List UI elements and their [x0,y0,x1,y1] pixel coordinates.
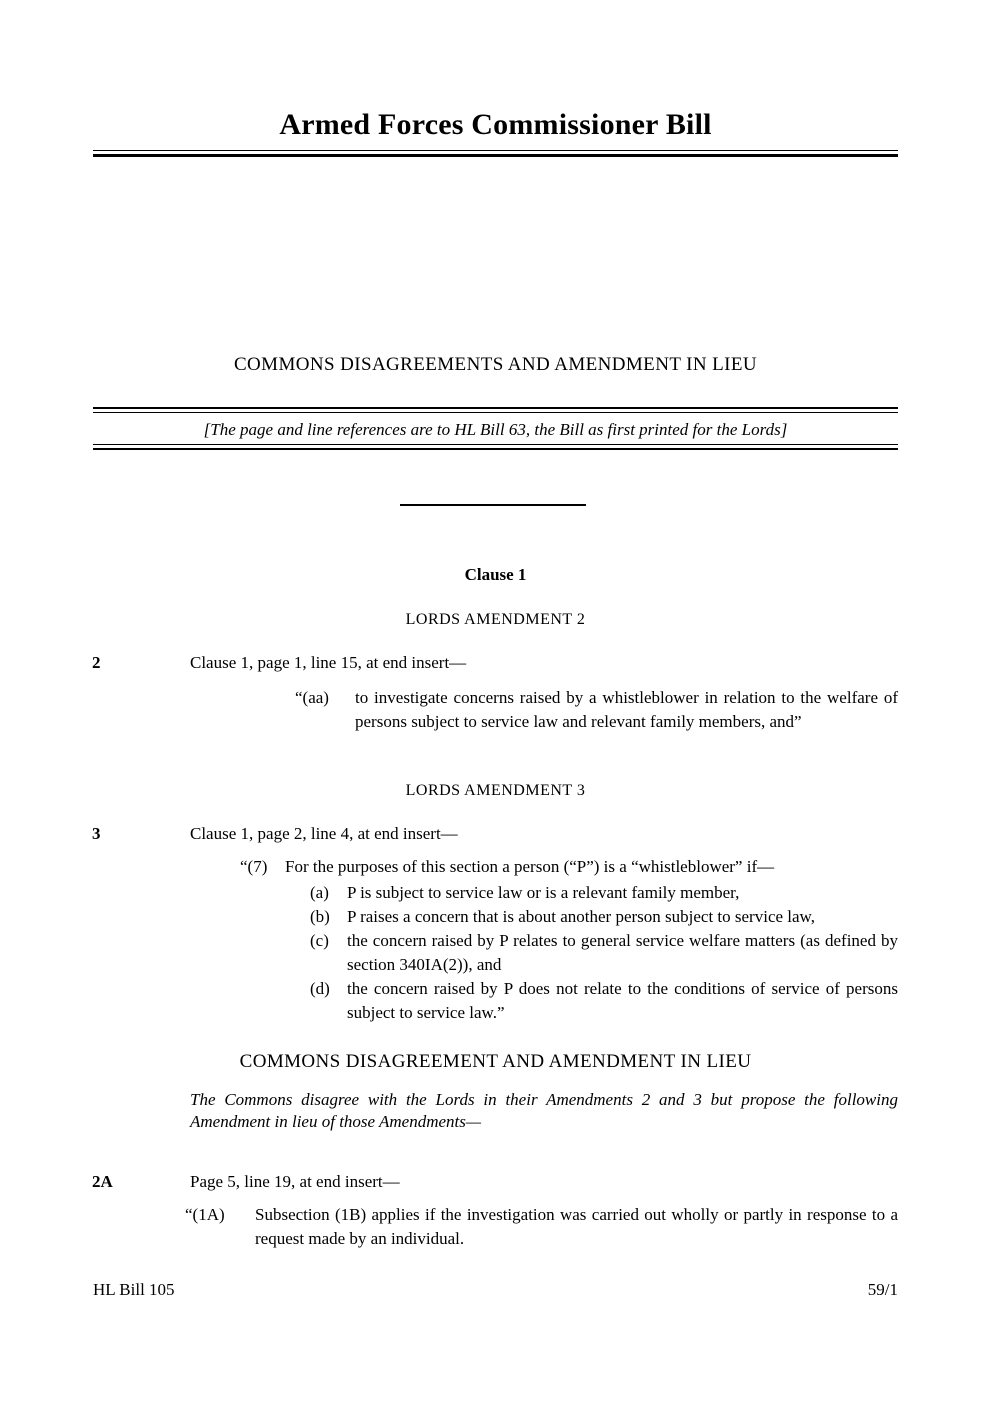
lords-amendment-3-heading: LORDS AMENDMENT 3 [405,782,586,799]
amendment-2-instruction: Clause 1, page 1, line 15, at end insert— [190,653,467,672]
provision-1a-text: Subsection (1B) applies if the investigation was carried out wholly or partly in response to a request made by an individual. [255,1205,898,1248]
provision-aa-label: “(aa) [295,688,329,707]
section-divider-rule [400,504,586,506]
amendment-2-number: 2 [92,653,101,672]
provision-c-text: the concern raised by P relates to general service welfare matters (as defined by section 340IA(2)), and [347,931,898,974]
provision-d-text: the concern raised by P does not relate to the conditions of service of persons subject to service law.” [347,979,898,1022]
reference-note: [The page and line references are to HL Bill 63, the Bill as first printed for the Lords] [203,420,788,439]
provision-7-label: “(7) [240,857,268,876]
provision-a [310,881,898,905]
amendment-2a-instruction: Page 5, line 19, at end insert— [190,1172,400,1191]
title-double-rule [93,150,898,157]
provision-a-text: P is subject to service law or is a relevant family member, [347,883,740,902]
amendment-3-number: 3 [92,824,101,843]
provision-7 [240,855,898,879]
provision-d-label: (d) [310,979,330,998]
provision-1a [185,1203,898,1251]
lords-amendment-2-heading: LORDS AMENDMENT 2 [405,611,586,628]
main-heading: COMMONS DISAGREEMENTS AND AMENDMENT IN LIEU [233,354,757,375]
provision-c [310,929,898,977]
provision-aa [295,686,898,734]
provision-a-label: (a) [310,883,329,902]
provision-b-label: (b) [310,907,330,926]
clause-heading: Clause 1 [464,565,527,584]
provision-c-label: (c) [310,931,329,950]
provision-d [310,977,898,1025]
provision-aa-text: to investigate concerns raised by a whistleblower in relation to the welfare of persons subject to service law and relevant family members, and” [355,688,898,731]
footer-session-number: 59/1 [867,1280,898,1299]
footer-bill-number: HL Bill 105 [93,1280,175,1299]
amendment-2a-number: 2A [92,1172,113,1191]
provision-7-text: For the purposes of this section a person (“P”) is a “whistleblower” if— [285,857,775,876]
commons-disagreement-note: The Commons disagree with the Lords in their Amendments 2 and 3 but propose the following Amendment in lieu of those Amendments— [190,1090,898,1131]
amendment-3-instruction: Clause 1, page 2, line 4, at end insert— [190,824,458,843]
reference-box-bottom-rule [93,444,898,450]
provision-b [310,905,898,929]
provision-1a-label: “(1A) [185,1205,225,1224]
provision-b-text: P raises a concern that is about another person subject to service law, [347,907,815,926]
commons-disagreement-heading: COMMONS DISAGREEMENT AND AMENDMENT IN LIEU [239,1051,752,1072]
document-title: Armed Forces Commissioner Bill [279,108,712,141]
reference-box-top-rule [93,407,898,413]
